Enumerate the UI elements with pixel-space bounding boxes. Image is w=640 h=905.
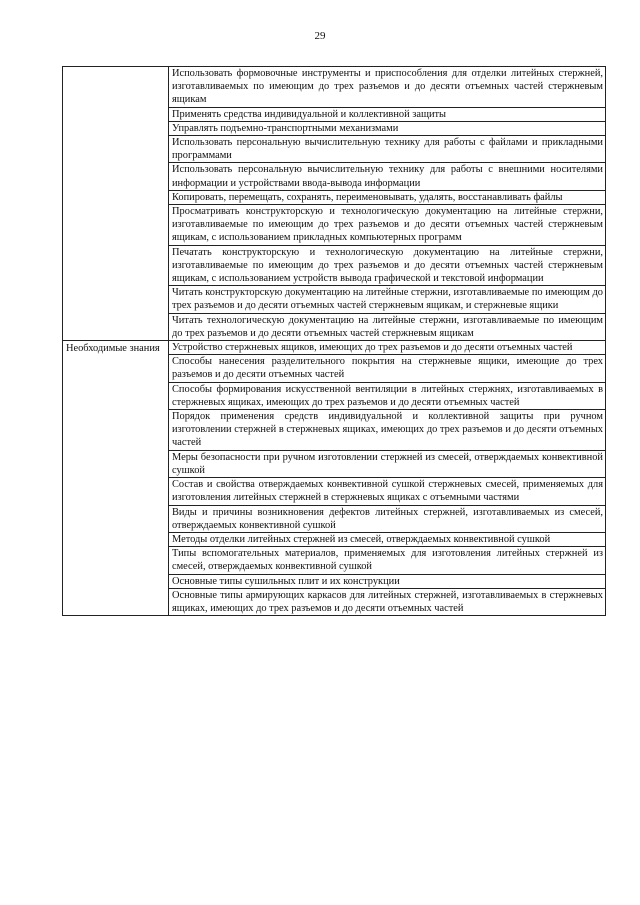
requirement-cell: Использовать персональную вычислительную технику для работы с файлами и прикладными программами bbox=[169, 136, 606, 163]
requirement-cell: Управлять подъемно-транспортными механизмами bbox=[169, 121, 606, 135]
requirement-cell: Меры безопасности при ручном изготовлении стержней из смесей, отверждаемых конвективной сушкой bbox=[169, 450, 606, 477]
category-label: Необходимые знания bbox=[66, 343, 160, 355]
requirement-cell: Основные типы армирующих каркасов для литейных стержней, изготавливаемых в стержневых ящиках, имеющих до трех разъемов и до десяти отъемных частей bbox=[169, 588, 606, 615]
requirement-cell: Основные типы сушильных плит и их конструкции bbox=[169, 574, 606, 588]
requirement-cell: Способы нанесения разделительного покрытия на стержневые ящики, имеющие до трех разъемов и до десяти отъемных частей bbox=[169, 355, 606, 382]
category-cell bbox=[63, 341, 169, 616]
requirement-cell: Порядок применения средств индивидуальной и коллективной защиты при ручном изготовлении стержней в стержневых ящиках, имеющих до трех разъемов и до десяти отъемных частей bbox=[169, 410, 606, 451]
requirements-table bbox=[62, 66, 606, 616]
requirement-cell: Печатать конструкторскую и технологическую документацию на литейные стержни, изготавливаемые по имеющим до трех разъемов и до десяти отъемных частей стержневым ящикам, с использованием устройств вывода графической и текстовой информации bbox=[169, 245, 606, 286]
requirement-cell: Копировать, перемещать, сохранять, переименовывать, удалять, восстанавливать файлы bbox=[169, 190, 606, 204]
category-cell bbox=[63, 67, 169, 341]
requirement-cell: Состав и свойства отверждаемых конвективной сушкой стержневых смесей, применяемых для изготовления литейных стержней в стержневых ящиках с отъемными частями bbox=[169, 478, 606, 505]
requirement-cell: Методы отделки литейных стержней из смесей, отверждаемых конвективной сушкой bbox=[169, 532, 606, 546]
requirements-table-body bbox=[63, 67, 606, 616]
table-row bbox=[63, 341, 606, 355]
requirement-cell: Использовать персональную вычислительную технику для работы с внешними носителями информации и устройствами ввода-вывода информации bbox=[169, 163, 606, 190]
table-row bbox=[63, 67, 606, 108]
requirement-cell: Просматривать конструкторскую и технологическую документацию на литейные стержни, изготавливаемые по имеющим до трех разъемов и до десяти отъемных частей стержневым ящикам, с использованием прикладных компьютерных программ bbox=[169, 205, 606, 246]
requirement-cell: Виды и причины возникновения дефектов литейных стержней, изготавливаемых из смесей, отверждаемых конвективной сушкой bbox=[169, 505, 606, 532]
requirement-cell: Использовать формовочные инструменты и приспособления для отделки литейных стержней, изготавливаемых по имеющим до трех разъемов и до десяти отъемных частей стержневым ящикам bbox=[169, 67, 606, 108]
requirement-cell: Читать конструкторскую документацию на литейные стержни, изготавливаемые по имеющим до трех разъемов и до десяти отъемных частей стержневым ящикам, и стержневые ящики bbox=[169, 286, 606, 313]
requirement-cell: Способы формирования искусственной вентиляции в литейных стержнях, изготавливаемых в стержневых ящиках, имеющих до трех разъемов и до десяти отъемных частей bbox=[169, 382, 606, 409]
page-number: 29 bbox=[314, 30, 326, 42]
requirement-cell: Устройство стержневых ящиков, имеющих до трех разъемов и до десяти отъемных частей bbox=[169, 341, 606, 355]
requirement-cell: Читать технологическую документацию на литейные стержни, изготавливаемые по имеющим до трех разъемов и до десяти отъемных частей стержневым ящикам bbox=[169, 313, 606, 340]
requirement-cell: Типы вспомогательных материалов, применяемых для изготовления литейных стержней из смесей, отверждаемых конвективной сушкой bbox=[169, 547, 606, 574]
requirement-cell: Применять средства индивидуальной и коллективной защиты bbox=[169, 107, 606, 121]
